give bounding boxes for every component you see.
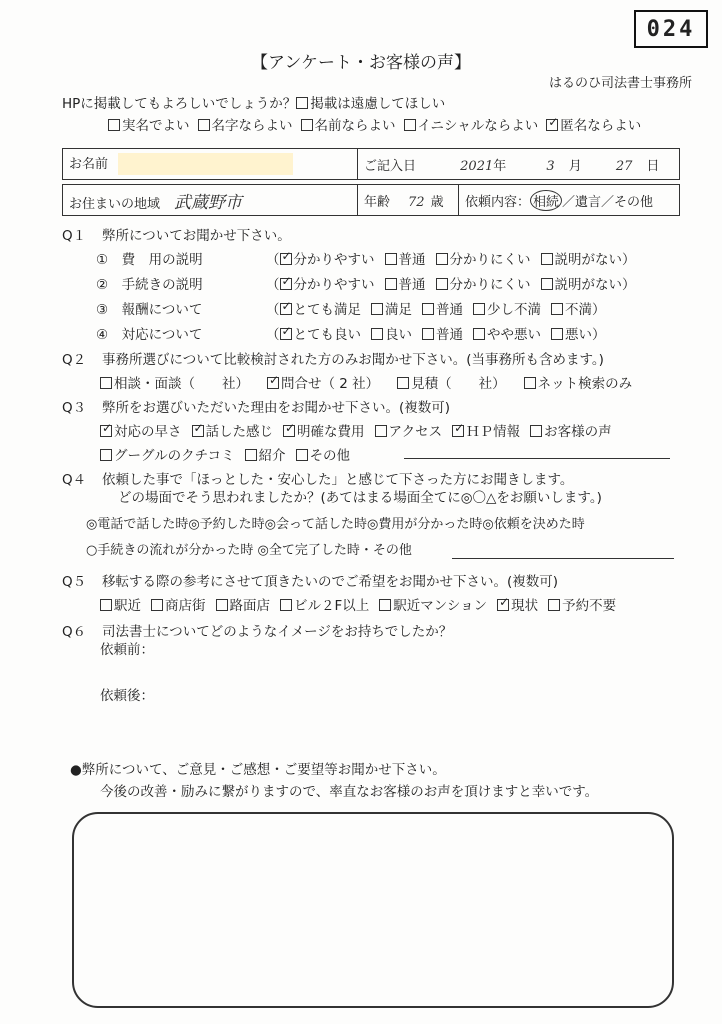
q1-checkbox[interactable]	[473, 303, 485, 315]
q1-option	[280, 327, 362, 343]
q3-option	[192, 424, 274, 440]
q6-after-label: 依頼後：	[100, 688, 154, 704]
q3-option	[296, 448, 351, 464]
q4-text2: どの場面でそう思われましたか？(あてはまる場面全てに◎〇△をお願いします。)	[118, 490, 602, 506]
hp-option-label: イニシャルならよい	[417, 118, 539, 134]
q4-label: Q４	[62, 472, 87, 488]
q1-option	[436, 277, 531, 293]
hp-checkbox[interactable]	[198, 119, 210, 131]
q2-option	[100, 376, 249, 392]
q4-heading	[62, 468, 573, 488]
request-label: 依頼内容：	[465, 194, 531, 210]
q3-checkbox[interactable]	[283, 425, 295, 437]
q3-checkbox[interactable]	[100, 425, 112, 437]
q5-heading	[62, 570, 558, 590]
name-label: お名前	[69, 156, 109, 172]
q1-paren: （	[266, 252, 280, 268]
q1-option	[422, 327, 463, 343]
q2-options	[100, 372, 650, 392]
q1-label: Q１	[62, 228, 87, 244]
q1-paren: （	[266, 302, 280, 318]
q1-option-label: 説明がない）	[554, 277, 636, 293]
q1-options	[280, 277, 646, 293]
q1-checkbox[interactable]	[422, 303, 434, 315]
q5-checkbox[interactable]	[379, 599, 391, 611]
comment-box[interactable]	[72, 812, 674, 1008]
q5-option	[151, 598, 206, 614]
request-cell	[459, 185, 680, 216]
q5-text: 移転する際の参考にさせて頂きたいのでご希望をお聞かせ下さい。(複数可)	[102, 574, 559, 590]
q1-option-label: 普通	[436, 327, 463, 343]
q1-checkbox[interactable]	[422, 328, 434, 340]
name-cell	[63, 149, 358, 180]
q5-checkbox[interactable]	[100, 599, 112, 611]
q3-other-line[interactable]	[404, 446, 670, 459]
q6-label: Q６	[62, 624, 87, 640]
q1-options	[280, 327, 616, 343]
q1-option	[371, 327, 412, 343]
area-value: 武蔵野市	[174, 192, 243, 213]
q6-before-label: 依頼前：	[100, 642, 154, 658]
q1-option	[280, 252, 375, 268]
q3-option-label: 対応の早さ	[114, 424, 182, 440]
q3-option-label: 話した感じ	[205, 424, 273, 440]
q1-checkbox[interactable]	[371, 303, 383, 315]
q1-text: 弊所についてお聞かせ下さい。	[102, 228, 291, 244]
q1-item-name: ③ 報酬について	[96, 302, 203, 318]
q2-option-label: 問合せ（ 2 社）	[281, 376, 380, 392]
page-title: 【アンケート・お客様の声】	[251, 53, 471, 73]
hp-checkbox[interactable]	[404, 119, 416, 131]
q3-checkbox[interactable]	[296, 449, 308, 461]
q1-checkbox[interactable]	[551, 303, 563, 315]
hp-question-text: HPに掲載してもよろしいでしょうか？	[62, 96, 297, 112]
q2-heading	[62, 348, 604, 368]
q1-paren: （	[266, 277, 280, 293]
q1-option	[371, 302, 412, 318]
q1-option	[385, 252, 426, 268]
q1-option	[280, 277, 375, 293]
q1-checkbox[interactable]	[541, 253, 553, 265]
age-cell	[358, 185, 459, 216]
customer-info-table-row2	[62, 184, 680, 216]
hp-checkbox[interactable]	[301, 119, 313, 131]
q2-option-label: 見積（ 社）	[411, 376, 506, 392]
q1-option-label: 少し不満	[487, 302, 541, 318]
q5-checkbox[interactable]	[151, 599, 163, 611]
q1-heading	[62, 224, 291, 244]
q1-row	[96, 248, 646, 268]
request-selected: 相続	[530, 190, 562, 211]
q1-option-label: とても良い	[293, 327, 361, 343]
q3-option-label: 紹介	[258, 448, 286, 464]
comment-subtext: 今後の改善・励みに繋がりますので、率直なお客様のお声を頂けますと幸いです。	[100, 784, 599, 800]
q5-options	[100, 594, 626, 614]
q5-option	[548, 598, 616, 614]
hp-consent-question	[62, 92, 445, 112]
q1-row	[96, 273, 646, 293]
q5-option-label: ビル２F以上	[294, 598, 370, 614]
area-label: お住まいの地域	[69, 196, 161, 212]
q5-option-label: 商店街	[165, 598, 206, 614]
q1-option-label: 不満）	[565, 302, 606, 318]
q1-options	[280, 302, 616, 318]
q1-option	[385, 277, 426, 293]
q4-text1: 依頼した事で「ほっとした・安心した」と感じて下さった方にお聞きします。	[102, 472, 574, 488]
q1-option	[422, 302, 463, 318]
q3-checkbox[interactable]	[192, 425, 204, 437]
q1-option-label: 普通	[398, 277, 426, 293]
q1-option-label: とても満足	[293, 302, 361, 318]
hp-option-label: 名前ならよい	[314, 118, 396, 134]
q1-checkbox[interactable]	[280, 253, 292, 265]
q1-option	[541, 277, 636, 293]
q1-option	[280, 302, 362, 318]
q5-option-label: 駅近	[114, 598, 141, 614]
q1-item-name: ④ 対応について	[96, 327, 203, 343]
q1-option	[473, 327, 541, 343]
q3-option	[245, 448, 286, 464]
q4-other-line[interactable]	[452, 546, 674, 559]
q1-option	[551, 302, 606, 318]
q1-item-name: ① 費 用の説明	[96, 252, 203, 268]
q1-option-label: 普通	[436, 302, 463, 318]
q1-option-label: 良い	[385, 327, 412, 343]
q5-option	[100, 598, 141, 614]
hp-option	[546, 118, 641, 134]
q5-option-label: 現状	[511, 598, 539, 614]
hp-checkbox[interactable]	[108, 119, 120, 131]
q1-paren: （	[266, 327, 280, 343]
q3-option	[283, 424, 365, 440]
q3-option	[375, 424, 443, 440]
q5-option	[280, 598, 369, 614]
q5-option-label: 予約不要	[562, 598, 617, 614]
q2-option	[397, 376, 506, 392]
q1-option-label: 分かりやすい	[293, 252, 375, 268]
q2-checkbox[interactable]	[397, 377, 409, 389]
q1-checkbox[interactable]	[385, 278, 397, 290]
age-label: 年齢	[364, 194, 391, 210]
q1-row	[96, 323, 616, 343]
q3-checkbox[interactable]	[100, 449, 112, 461]
area-cell	[63, 185, 358, 216]
q3-option-label: 明確な費用	[297, 424, 365, 440]
q2-checkbox[interactable]	[100, 377, 112, 389]
q5-checkbox[interactable]	[548, 599, 560, 611]
q3-option-label: アクセス	[388, 424, 443, 440]
q3-label: Q３	[62, 400, 87, 416]
q5-checkbox[interactable]	[280, 599, 292, 611]
q3-option-label: グーグルのクチコミ	[114, 448, 235, 464]
q1-checkbox[interactable]	[473, 328, 485, 340]
hp-options	[108, 114, 649, 134]
q5-option	[379, 598, 487, 614]
q3-checkbox[interactable]	[530, 425, 542, 437]
q3-option	[530, 424, 612, 440]
q1-row	[96, 298, 616, 318]
office-name: はるのひ司法書士事務所	[548, 76, 692, 91]
name-redacted	[118, 153, 293, 175]
q5-option	[216, 598, 271, 614]
q3-text: 弊所をお選びいただいた理由をお聞かせ下さい。(複数可)	[102, 400, 451, 416]
q1-option	[551, 327, 606, 343]
q1-item-name: ② 手続きの説明	[96, 277, 203, 293]
q1-option	[473, 302, 541, 318]
q1-checkbox[interactable]	[280, 328, 292, 340]
age-unit: 歳	[430, 194, 444, 210]
q1-option-label: 分かりやすい	[293, 277, 375, 293]
q1-checkbox[interactable]	[551, 328, 563, 340]
date-day-value: 27	[615, 158, 633, 174]
date-day-unit: 日	[646, 158, 660, 174]
q3-options-row2	[100, 444, 360, 464]
date-cell	[358, 149, 680, 180]
q1-checkbox[interactable]	[541, 278, 553, 290]
comment-prompt: ●弊所について、ご意見・ご感想・ご要望等お聞かせ下さい。	[70, 762, 446, 778]
age-value: 72	[408, 194, 425, 210]
q2-option-label: 相談・面談（ 社）	[114, 376, 249, 392]
q3-checkbox[interactable]	[375, 425, 387, 437]
q3-option-label: ＨＰ情報	[466, 424, 521, 440]
q5-checkbox[interactable]	[216, 599, 228, 611]
q3-option-label: その他	[309, 448, 351, 464]
q3-option	[100, 448, 235, 464]
q2-checkbox[interactable]	[524, 377, 536, 389]
hp-no-label: 掲載は遠慮してほしい	[310, 96, 446, 112]
q3-options-row1	[100, 420, 622, 440]
q2-label: Q２	[62, 352, 87, 368]
q1-option-label: 分かりにくい	[449, 252, 531, 268]
q1-option-label: 満足	[385, 302, 412, 318]
q1-option	[436, 252, 531, 268]
hp-option	[404, 118, 539, 134]
page-number: 024	[634, 10, 708, 48]
q2-text: 事務所選びについて比較検討された方のみお聞かせ下さい。(当事務所も含めます。)	[102, 352, 604, 368]
q5-checkbox[interactable]	[497, 599, 509, 611]
q5-option-label: 駅近マンション	[393, 598, 488, 614]
q1-option-label: 普通	[398, 252, 426, 268]
checkbox-hp-no[interactable]	[296, 97, 308, 109]
q4-scenes-line1: ◎電話で話した時◎予約した時◎会って話した時◎費用が分かった時◎依頼を決めた時	[86, 517, 585, 532]
q6-heading	[62, 620, 452, 640]
q1-option-label: 分かりにくい	[449, 277, 531, 293]
q3-heading	[62, 396, 450, 416]
q1-option-label: 悪い）	[565, 327, 606, 343]
hp-option	[198, 118, 293, 134]
q5-option	[497, 598, 538, 614]
date-label: ご記入日	[364, 158, 417, 174]
q1-checkbox[interactable]	[436, 278, 448, 290]
q2-option	[524, 376, 633, 392]
q1-checkbox[interactable]	[280, 278, 292, 290]
q1-checkbox[interactable]	[385, 253, 397, 265]
date-month-value: 3	[546, 158, 555, 174]
q4-scenes-line2: ○手続きの流れが分かった時 ◎全て完了した時・その他	[86, 543, 412, 558]
q5-label: Q５	[62, 574, 87, 590]
q1-checkbox[interactable]	[280, 303, 292, 315]
q2-checkbox[interactable]	[267, 377, 279, 389]
date-month-unit: 月	[568, 158, 582, 174]
hp-option	[108, 118, 190, 134]
q3-option-label: お客様の声	[544, 424, 612, 440]
q1-option-label: 説明がない）	[554, 252, 636, 268]
date-year-value: 2021	[460, 158, 494, 174]
hp-checkbox[interactable]	[546, 119, 558, 131]
customer-info-table	[62, 148, 680, 180]
q2-option	[267, 376, 379, 392]
hp-option-label: 匿名ならよい	[560, 118, 642, 134]
q1-option	[541, 252, 636, 268]
q1-checkbox[interactable]	[371, 328, 383, 340]
q3-checkbox[interactable]	[245, 449, 257, 461]
q1-checkbox[interactable]	[436, 253, 448, 265]
hp-option-label: 名字ならよい	[211, 118, 293, 134]
hp-option-label: 実名でよい	[122, 118, 190, 134]
q3-checkbox[interactable]	[452, 425, 464, 437]
q2-option-label: ネット検索のみ	[537, 376, 633, 392]
hp-option	[301, 118, 396, 134]
q3-option	[452, 424, 520, 440]
q6-text: 司法書士についてどのようなイメージをお持ちでしたか？	[102, 624, 453, 640]
q5-option-label: 路面店	[229, 598, 270, 614]
date-year-unit: 年	[493, 158, 507, 174]
request-others: ／遺言／その他	[562, 194, 654, 210]
q3-option	[100, 424, 182, 440]
q1-options	[280, 252, 646, 268]
q1-option-label: やや悪い	[487, 327, 541, 343]
